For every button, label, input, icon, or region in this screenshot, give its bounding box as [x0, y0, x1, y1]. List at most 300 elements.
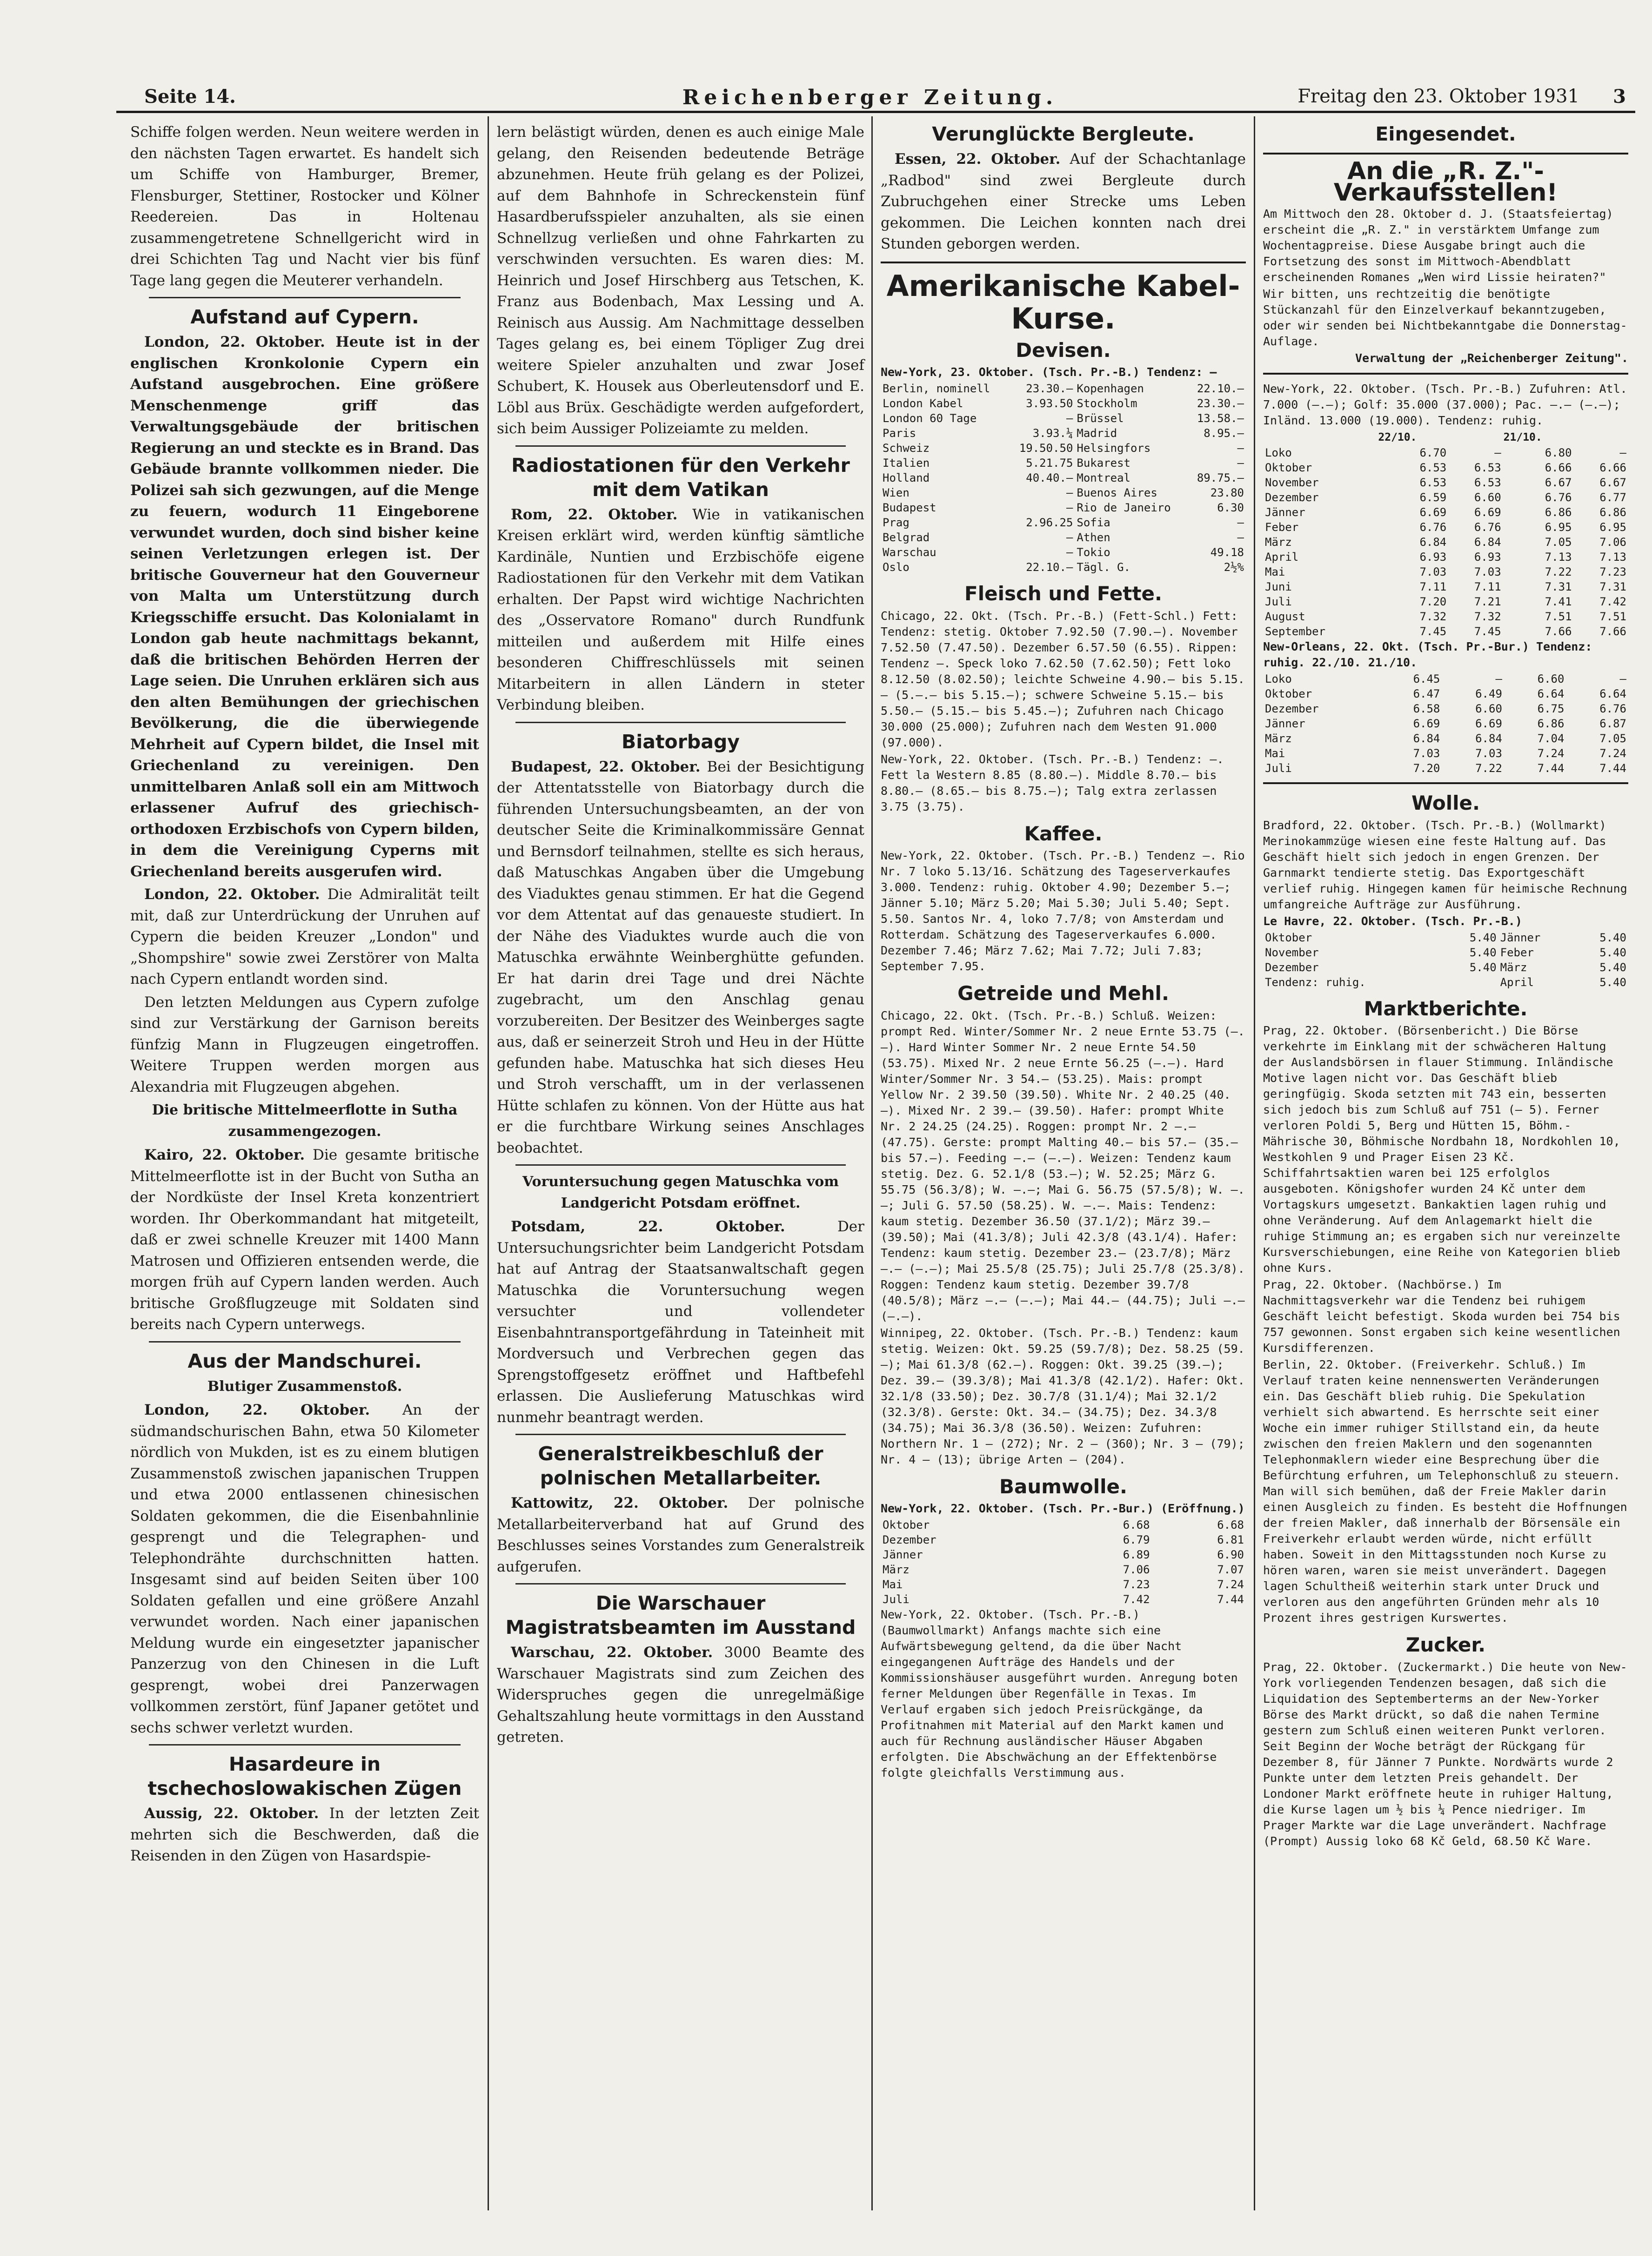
dateline: Budapest, 22. Oktober. — [511, 758, 701, 775]
table-cell: Budapest — [883, 501, 936, 514]
table-cell: 6.84 — [1475, 732, 1502, 745]
table-row — [1263, 975, 1628, 990]
market-text: New-York, 22. Oktober. (Tsch. Pr.-B.) Tendenz —. Rio Nr. 7 loko 5.13/16. Schätzung des Tageserverkaufes 3.000. Tendenz: ruhig. Oktober 4.90; Dezember 5.—; Jänner 5.10; März 5.20; Mai 5.30; Juli 5.40; Sept. 5.50. Santos Nr. 4, loko 7.7/8; von Amsterdam und Rotterdam. Schätzung des Tageserverkaufes 6.000. Dezember 7.46; März 7.62; Mai 7.72; Juli 7.83; September 7.95. — [881, 849, 1245, 973]
table-cell: Mai — [1265, 747, 1285, 760]
table-cell: 23.80 — [1210, 486, 1244, 499]
table-cell: 49.18 — [1210, 546, 1244, 559]
table-cell: 6.49 — [1475, 687, 1502, 700]
table-row — [1263, 594, 1628, 609]
table-row — [881, 1562, 1246, 1577]
devisen-title: Devisen. — [1016, 338, 1111, 362]
table-cell: Jänner — [1265, 717, 1305, 730]
article-text: Auf der Schachtanlage „Radbod" sind zwei Bergleute durch Zubruchgehen einer Strecke ums Leben gekommen. Die Leichen konnten nach drei Stunden geborgen werden. — [881, 151, 1246, 252]
ny-cotton-table — [1263, 430, 1628, 639]
table-row — [881, 470, 1246, 485]
cable-rates-title: Amerikanische Kabel-Kurse. — [886, 269, 1240, 336]
table-cell: 40.40.— — [1026, 471, 1073, 484]
table-row — [881, 441, 1246, 456]
table-row — [1263, 490, 1628, 505]
notice-text: Wir bitten, uns rechtzeitig die benötigte Stückanzahl für den Einzelverkauf bekanntzugeben, oder wir senden bei Nichtbekanntgabe die Donnerstag-Auflage. — [1263, 287, 1627, 348]
table-cell: 7.20 — [1419, 595, 1447, 608]
table-cell: 6.75 — [1537, 702, 1565, 715]
column-1 — [130, 122, 479, 1869]
article-continuation: Schiffe folgen werden. Neun weitere werden in den nächsten Tagen erwartet. Es handelt sich um Schiffe von Hamburger, Bremer, Flensburger, Stettiner, Rostocker und Kölner Reedereien. Das in Holtenau zusammengetretene Schnellgericht wird in drei Schichten Tag und Nacht vier bis fünf Tage lang gegen die Meuterer verhandeln. — [130, 124, 479, 289]
table-row — [881, 545, 1246, 560]
table-cell: Tendenz: ruhig. — [1265, 975, 1366, 989]
table-cell: 6.76 — [1599, 702, 1626, 715]
article-text: Der polnische Metallarbeiterverband hat auf Grund des Beschlusses seines Vorstandes zum Generalstreik aufgerufen. — [497, 1495, 865, 1575]
table-cell: 7.51 — [1599, 610, 1626, 623]
table-row — [1263, 564, 1628, 579]
table-row — [881, 381, 1246, 396]
headline-manchuria: Aus der Mandschurei. — [187, 1350, 422, 1372]
table-cell: 6.95 — [1545, 521, 1572, 534]
table-cell: 6.80 — [1545, 446, 1572, 459]
table-cell: Sofia — [1077, 516, 1110, 529]
table-cell: Oktober — [1265, 461, 1312, 474]
table-row — [1263, 460, 1628, 475]
separator — [515, 722, 846, 723]
eingesendet-label: Eingesendet. — [1375, 123, 1516, 145]
table-cell: 6.53 — [1474, 461, 1501, 474]
table-row — [1263, 945, 1628, 960]
notice-title: An die „R. Z."-Verkaufsstellen! — [1333, 157, 1558, 207]
headline-miners: Verunglückte Bergleute. — [932, 123, 1195, 145]
table-cell: 19.50.50 — [1019, 442, 1073, 455]
table-cell: April — [1265, 551, 1299, 564]
table-cell: 7.03 — [1475, 747, 1502, 760]
table-cell: 6.67 — [1545, 476, 1572, 489]
table-cell — [1445, 975, 1498, 990]
table-cell: 6.87 — [1599, 717, 1626, 730]
headline-gamblers: Hasardeure in tschechoslowakischen Zügen — [147, 1753, 462, 1799]
table-cell: 6.76 — [1419, 521, 1447, 534]
table-cell: 23.30.— — [1026, 382, 1073, 395]
headline-strike: Generalstreikbeschluß der polnischen Metallarbeiter. — [538, 1443, 823, 1489]
table-cell: Oktober — [883, 1518, 930, 1531]
table-cell: Buenos Aires — [1077, 486, 1157, 499]
table-cell: 6.68 — [1123, 1518, 1150, 1531]
table-cell: 7.44 — [1537, 762, 1565, 775]
table-cell: 22.10.— — [1026, 561, 1073, 574]
table-cell: Dezember — [1265, 960, 1319, 974]
table-cell: 6.69 — [1475, 717, 1502, 730]
market-text: New-York, 22. Oktober. (Tsch. Pr.-B.) Zufuhren: Atl. 7.000 (—.—); Golf: 35.000 (37.000); Pac. —.— (—.—); Inländ. 13.000 (19.000). Tendenz: ruhig. — [1263, 382, 1627, 427]
table-cell: 6.66 — [1545, 461, 1572, 474]
table-row — [1263, 930, 1628, 945]
table-cell: 2½% — [1224, 561, 1244, 574]
table-cell: 6.69 — [1413, 717, 1440, 730]
separator — [1263, 373, 1628, 375]
table-row — [1263, 445, 1628, 460]
dateline: Potsdam, 22. Oktober. — [511, 1218, 785, 1235]
table-row — [1263, 731, 1628, 746]
market-text: Le Havre, 22. Oktober. (Tsch. Pr.-B.) — [1263, 914, 1522, 928]
market-text: Berlin, 22. Oktober. (Freiverkehr. Schluß.) Im Verlauf traten keine nennenswerten Veränderungen ein. Das Geschäft blieb ruhig. Die Spekulation verhielt sich abwartend. Es herrschte seit einer Woche ein immer ruhiger Stillstand ein, da heute zwischen den freien Maklern und den sogenannten Telephonmaklern wieder eine Besprechung über die Befürchtung erfuhren, um Telephonschluß zu steuern. Man will sich bemühen, daß der Freie Makler darin einen Ausgleich zu finden. Es besteht die Hoffnungen der freien Makler, daß innerhalb der Börsensäle ein Freiverkehr erlaubt werden würde, nicht erfüllt haben. Soweit in den Mittagsstunden noch Kurse zu hören waren, waren sie meist unverändert. Dagegen lagen Schultheiß weiterhin stark unter Druck und verloren aus den angeführten Gründen mehr als 10 Prozent ihres gestrigen Kurswertes. — [1263, 1358, 1627, 1625]
table-cell: 6.58 — [1413, 702, 1440, 715]
cotton-title: Baumwolle. — [999, 1475, 1127, 1498]
market-text: Prag, 22. Oktober. (Zuckermarkt.) Die heute von New-York vorliegenden Tendenzen besagen, daß sich die Liquidation des Septemberterms an der New-Yorker Börse des Markt drückt, so daß die nahen Termine gestern zum Schluß einen weiteren Punkt verloren. Seit Beginn der Woche beträgt der Rückgang für Dezember 8, für Jänner 7 Punkte. Nordwärts wurde 2 Punkte unter dem letzten Preis gehandelt. Der Londoner Markt eröffnete heute in ruhiger Haltung, die Kurse lagen um ½ bis ¼ Pence niedriger. Im Prager Markte war die Lage unverändert. Nachfrage (Prompt) Aussig loko 68 Kč Geld, 68.50 Kč Ware. — [1263, 1660, 1627, 1848]
cotton-header: New-York, 22. Oktober. (Tsch. Pr.-Bur.) (Eröffnung.) — [881, 1502, 1245, 1515]
column-2 — [497, 122, 864, 1750]
table-cell: — — [1619, 446, 1626, 459]
table-cell: 6.53 — [1419, 476, 1447, 489]
table-cell: 7.04 — [1537, 732, 1565, 745]
table-cell: 3.93.50 — [1026, 397, 1073, 410]
table-cell: 6.70 — [1419, 446, 1447, 459]
table-cell: 7.41 — [1545, 595, 1572, 608]
article-text: Der Untersuchungsrichter beim Landgericht Potsdam hat auf Antrag der Staatsanwaltschaft gegen Matuschka die Voruntersuchung wegen versuchter und vollendeter Eisenbahntransportgefährdung in Tateinheit mit Mordversuch und Verbrechen gegen das Sprengstoffgesetz eröffnet und Haftbefehl erlassen. Die Auslieferung Matuschkas wird nunmehr beantragt werden. — [497, 1218, 864, 1426]
table-cell: — — [1237, 442, 1244, 455]
table-cell: Tägl. G. — [1077, 561, 1130, 574]
table-cell: 7.42 — [1599, 595, 1626, 608]
table-row — [881, 1517, 1246, 1532]
table-row — [1263, 716, 1628, 731]
table-cell: März — [883, 1563, 910, 1576]
separator — [515, 1434, 846, 1435]
dateline: Warschau, 22. Oktober. — [511, 1644, 713, 1661]
table-row — [1263, 624, 1628, 639]
table-cell: April — [1500, 975, 1534, 989]
table-cell: Stockholm — [1077, 397, 1137, 410]
article-text: 3000 Beamte des Warschauer Magistrats sind zum Zeichen des Widerspruches gegen die unregelmäßige Gehaltszahlung heute vormittags in den Ausstand getreten. — [497, 1644, 864, 1746]
table-cell: 6.89 — [1123, 1548, 1150, 1561]
table-cell: August — [1265, 610, 1305, 623]
table-row — [1263, 960, 1628, 975]
issue-date: Freitag den 23. Oktober 1931 — [1298, 86, 1579, 107]
table-row — [881, 500, 1246, 515]
table-cell: 7.32 — [1419, 610, 1447, 623]
table-cell: Dezember — [1265, 702, 1319, 715]
table-cell: 6.77 — [1599, 491, 1626, 504]
table-cell: 6.53 — [1419, 461, 1447, 474]
table-row — [1263, 550, 1628, 564]
table-cell: 7.24 — [1599, 747, 1626, 760]
table-cell: Italien — [883, 457, 930, 470]
table-cell: 6.67 — [1599, 476, 1626, 489]
market-text: Bradford, 22. Oktober. (Tsch. Pr.-B.) (Wollmarkt) Merinokammzüge wiesen eine feste Haltung auf. Das Geschäft hielt sich jedoch in engen Grenzen. Der Garnmarkt tendierte stetig. Das Exportgeschäft verlief ruhig. Hingegen kamen für heimische Rechnung umfangreiche Aufträge zur Ausführung. — [1263, 818, 1627, 911]
table-cell: Jänner — [883, 1548, 923, 1561]
separator — [515, 445, 846, 447]
notice-text: Am Mittwoch den 28. Oktober d. J. (Staatsfeiertag) erscheint die „R. Z." in verstärktem Umfange zum Wochentagpreise. Diese Ausgabe bringt auch die Fortsetzung des sonst im Mittwoch-Abendblatt erscheinenden Romanes „Wen wird Lissie heiraten?" — [1263, 207, 1613, 284]
table-cell: November — [1265, 946, 1319, 959]
table-cell: — — [1066, 412, 1073, 425]
table-cell: — — [1066, 546, 1073, 559]
table-cell: 7.05 — [1545, 536, 1572, 549]
table-cell: — — [1066, 501, 1073, 514]
table-row — [1263, 671, 1628, 686]
article-text: An der südmandschurischen Bahn, etwa 50 Kilometer nördlich von Mukden, ist es zu einem blutigen Zusammenstoß zwischen japanischen Truppen und etwa 2000 entlassenen chinesischen Soldaten gekommen, die die Eisenbahnlinie gesprengt und die Telegraphen- und Telephondrähte durchschnitten hatten. Insgesamt sind auf beiden Seiten über 100 Soldaten gefallen und eine größere Anzahl verwundet worden. Nach einer japanischen Meldung wurde ein eingesetzter japanischer Panzerzug von den Chinesen in die Luft gesprengt, wobei drei Panzerwagen vollkommen zerstört, fünf Japaner getötet und sechs schwer verletzt wurden. — [130, 1402, 480, 1736]
column-4 — [1263, 122, 1628, 1850]
article-text: Bei der Besichtigung der Attentatsstelle von Biatorbagy durch die führenden Untersuchungsbeamten, an der von deutscher Seite die Kriminalkommissäre Gennat und Bernsdorf teilnahmen, stellte es sich heraus, daß Matuschkas Angaben über die Umgebung des Viaduktes genau stimmen. Er hat die Gegend vor dem Attentat auf das genaueste studiert. In der Nähe des Viaduktes wurde auch die von Matuschka erwähnte Weinberghütte gefunden. Er hat darin drei Tage und drei Nächte zugebracht, um den Anschlag genau vorzubereiten. Der Besitzer des Weinberges sagte aus, daß er seinerzeit Stroh und Heu in der Hütte gefunden habe. Matuschka hat sich dieses Heu und Stroh verschafft, um in der verlassenen Hütte schlafen zu können. Von der Hütte aus hat er die furchtbare Wirkung seines Anschlages beobachtet. — [497, 758, 865, 1156]
market-reports-title: Marktberichte. — [1364, 997, 1528, 1020]
dateline: London, 22. Oktober. — [144, 334, 325, 350]
table-cell: Feber — [1500, 946, 1534, 959]
market-text: Prag, 22. Oktober. (Börsenbericht.) Die Börse verkehrte im Einklang mit der schwächeren Haltung der Auslandsbörsen in flauer Stimmung. Inländische Motive lagen nicht vor. Das Geschäft blieb geringfügig. Skoda setzten mit 743 ein, besserten sich jedoch bis zum Schluß auf 751 (— 5). Ferner verloren Poldi 5, Berg und Hütten 15, Böhm.-Mährische 30, Böhmische Nordbahn 18, Nordkohlen 10, Westkohlen 9 und Prager Eisen 23 Kč. Schiffahrtsaktien waren bei 125 erfolglos ausgeboten. Königshofer wurden 24 Kč unter dem Vortagskurs umgesetzt. Bankaktien lagen ruhig und ohne Veränderung. Auf dem Anlagemarkt hielt die ruhige Stimmung an; es ergaben sich nur vereinzelte Kursverschiebungen, eine Reihe von Kategorien blieb ohne Kurs. — [1263, 1024, 1620, 1275]
table-cell: 6.45 — [1413, 672, 1440, 685]
table-row — [881, 456, 1246, 470]
headline-cyprus: Aufstand auf Cypern. — [190, 306, 419, 328]
market-text: New-York, 22. Oktober. (Tsch. Pr.-B.) Tendenz: —. Fett la Western 8.85 (8.80.—). Middle 8.70.— bis 8.80.— (8.65.— bis 8.75.—); Talg extra zerlassen 3.75 (3.75). — [881, 752, 1224, 813]
table-cell: Jänner — [1500, 931, 1541, 944]
table-row — [881, 411, 1246, 426]
article-text: In der letzten Zeit mehrten sich die Beschwerden, daß die Reisenden in den Zügen von Hasardspie- — [130, 1805, 480, 1864]
table-cell: Helsingfors — [1077, 442, 1151, 455]
table-row — [1263, 535, 1628, 550]
table-cell: 7.11 — [1474, 580, 1501, 593]
table-row — [1263, 761, 1628, 776]
dateline: London, 22. Oktober. — [144, 886, 320, 903]
article-continuation: lern belästigt würden, denen es auch einige Male gelang, den Reisenden bedeutende Beträge abzunehmen. Heute früh gelang es der Polizei, auf dem Bahnhofe in Schreckenstein fünf Hasardberufsspieler anzuhalten, als sie einen Schnellzug verließen und ohne Fahrkarten zu verschwinden versuchten. Es waren dies: M. Heinrich und Josef Hirschberg aus Tetschen, K. Franz aus Bodenbach, Max Lessing und A. Reinisch aus Aussig. Am Nachmittage desselben Tages gelang es, bei einem Töpliger Zug drei weitere Spieler anzuhalten und zwar Josef Schubert, K. Housek aus Oberleutensdorf und E. Löbl aus Brüx. Geschädigte werden aufgefordert, sich beim Aussiger Polizeiamte zu melden. — [497, 124, 864, 437]
table-cell: Rio de Janeiro — [1077, 501, 1171, 514]
table-cell: 6.84 — [1419, 536, 1447, 549]
devisen-table — [881, 381, 1246, 575]
dateline: Aussig, 22. Oktober. — [144, 1805, 319, 1822]
havre-table — [1263, 930, 1628, 990]
table-cell: 3.93.¼ — [1032, 427, 1073, 440]
table-cell: Feber — [1265, 521, 1299, 534]
table-cell: 6.47 — [1413, 687, 1440, 700]
headline-biatorbagy: Biatorbagy — [621, 730, 740, 753]
table-cell: 13.58.— — [1197, 412, 1244, 425]
separator — [1263, 782, 1628, 784]
table-row — [881, 515, 1246, 530]
table-cell: 7.45 — [1419, 625, 1447, 638]
subheadline-manchuria: Blutiger Zusammenstoß. — [207, 1378, 402, 1395]
table-cell: September — [1265, 625, 1326, 638]
table-row — [881, 1547, 1246, 1562]
grain-title: Getreide und Mehl. — [957, 982, 1169, 1005]
market-text: New-Orleans, 22. Okt. (Tsch. Pr.-Bur.) Tendenz: ruhig. 22./10. 21./10. — [1263, 640, 1592, 669]
table-cell: Loko — [1265, 446, 1292, 459]
separator — [515, 1164, 846, 1166]
table-row — [881, 560, 1246, 575]
table-cell: 6.53 — [1474, 476, 1501, 489]
dateline: Rom, 22. Oktober. — [511, 506, 678, 523]
devisen-header: New-York, 23. Oktober. (Tsch. Pr.-B.) Tendenz: — — [881, 365, 1217, 379]
table-cell: Madrid — [1077, 427, 1117, 440]
dateline: Kattowitz, 22. Oktober. — [511, 1495, 729, 1511]
table-cell: — — [1494, 446, 1501, 459]
masthead-rule — [116, 111, 1635, 113]
table-row — [881, 1592, 1246, 1607]
table-cell: 5.21.75 — [1026, 457, 1073, 470]
table-cell: Mai — [883, 1578, 903, 1591]
table-cell: — — [1237, 516, 1244, 529]
table-cell: 6.84 — [1413, 732, 1440, 745]
table-cell: 7.51 — [1545, 610, 1572, 623]
table-cell: November — [1265, 476, 1319, 489]
page-number: 3 — [1613, 86, 1626, 107]
table-cell: Juli — [883, 1593, 910, 1606]
table-row — [1263, 686, 1628, 701]
newspaper-title: Reichenberger Zeitung. — [682, 86, 1058, 109]
table-cell: Holland — [883, 471, 930, 484]
table-cell: 5.40 — [1469, 960, 1497, 974]
table-cell: 6.60 — [1537, 672, 1565, 685]
table-cell: Juli — [1265, 595, 1292, 608]
masthead — [119, 84, 1626, 109]
table-cell: 6.76 — [1545, 491, 1572, 504]
table-cell: 6.93 — [1419, 551, 1447, 564]
table-cell: 7.24 — [1217, 1578, 1244, 1591]
table-cell: 7.42 — [1123, 1593, 1150, 1606]
table-cell: 6.95 — [1599, 521, 1626, 534]
table-row — [1263, 520, 1628, 535]
market-text: Winnipeg, 22. Oktober. (Tsch. Pr.-B.) Tendenz: kaum stetig. Weizen: Okt. 59.25 (59.7/8); Dez. 58.25 (59.—); Mai 61.3/8 (62.—). Roggen: Okt. 39.25 (39.—); Dez. 39.— (39.3/8); Mai 41.3/8 (42.1/2). Hafer: Okt. 32.1/8 (33.50); Dez. 30.7/8 (31.1/4); Mai 32.1/2 (32.3/8). Gerste: Okt. 34.— (34.75); Dez. 34.3/8 (34.75); Mai 36.3/8 (36.50). Weizen: Zufuhren: Northern Nr. 1 — (272); Nr. 2 — (360); Nr. 3 — (79); Nr. 4 — (13); übrige Arten — (204). — [881, 1326, 1245, 1466]
table-row — [1263, 579, 1628, 594]
table-cell: — — [1237, 457, 1244, 470]
table-cell: Athen — [1077, 531, 1110, 544]
table-cell: März — [1265, 732, 1292, 745]
table-cell: 6.59 — [1419, 491, 1447, 504]
subheadline-potsdam: Voruntersuchung gegen Matuschka vom Landgericht Potsdam eröffnet. — [522, 1174, 839, 1211]
dateline: Essen, 22. Oktober. — [895, 151, 1061, 168]
table-cell: 8.95.— — [1204, 427, 1244, 440]
table-cell: — — [1619, 672, 1626, 685]
table-cell: 7.06 — [1123, 1563, 1150, 1576]
separator — [881, 262, 1246, 263]
table-row — [881, 1577, 1246, 1592]
table-cell: 6.84 — [1474, 536, 1501, 549]
cotton-table — [881, 1517, 1246, 1607]
table-row — [881, 485, 1246, 500]
separator — [515, 1583, 846, 1585]
table-cell: Juni — [1265, 580, 1292, 593]
table-cell: — — [1066, 486, 1073, 499]
wool-title: Wolle. — [1411, 792, 1480, 814]
subheadline-fleet: Die britische Mittelmeerflotte in Sutha zusammengezogen. — [152, 1102, 458, 1140]
table-cell: Schweiz — [883, 442, 930, 455]
headline-warsaw: Die Warschauer Magistratsbeamten im Ausstand — [505, 1592, 856, 1638]
table-cell: Juli — [1265, 762, 1292, 775]
meat-title: Fleisch und Fette. — [964, 582, 1162, 605]
table-cell: 7.20 — [1413, 762, 1440, 775]
table-cell: 7.23 — [1123, 1578, 1150, 1591]
table-cell: — — [1237, 531, 1244, 544]
table-cell: 89.75.— — [1197, 471, 1244, 484]
column-rule — [871, 116, 873, 2210]
table-cell: 7.32 — [1474, 610, 1501, 623]
article-text: Wie in vatikanischen Kreisen erklärt wird, werden künftig sämtliche Kardinäle, Nuntien und Erzbischöfe eigene Radiostationen für den Verkehr mit dem Vatikan erhalten. Der Papst wird wichtige Nachrichten des „Osservatore Romano" durch Rundfunk mitteilen und außerdem mit Hilfe eines besonderen Chiffreschlüssels mit seinen Mitarbeitern in allen Ländern in steter Verbindung bleiben. — [497, 506, 864, 713]
article-text: Heute ist in der englischen Kronkolonie Cypern ein Aufstand ausgebrochen. Eine größere Menschenmenge griff das Verwaltungsgebäude der britischen Regierung an und steckte es in Brand. Das Gebäude brannte vollkommen nieder. Die Polizei sah sich gezwungen, auf die Menge zu feuern, wodurch 11 Eingeborene verwundet wurden, doch sind bisher keine seinen Verletzungen erlegen ist. Der britische Gouverneur hat den Gouverneur von Malta um Unterstützung durch Kriegsschiffe ersucht. Das Kolonialamt in London gab heute nachmittags bekannt, daß die britischen Behörden Herren der Lage seien. Die Unruhen erklären sich aus den alten Bemühungen der griechischen Bevölkerung, die die überwiegende Mehrheit auf Cypern bildet, die Insel mit Griechenland zu vereinigen. Den unmittelbaren Anlaß soll ein am Mittwoch erlassener Aufruf des griechisch-orthodoxen Erzbischofs von Cypern bilden, in dem die Vereinigung Cyperns mit Griechenland bereits ausgerufen wird. — [130, 334, 480, 880]
table-cell: 6.69 — [1419, 506, 1447, 519]
table-cell: Jänner — [1265, 506, 1305, 519]
table-cell: Kopenhagen — [1077, 382, 1144, 395]
table-cell: 5.40 — [1599, 946, 1626, 959]
table-cell: 7.22 — [1475, 762, 1502, 775]
table-cell: 6.86 — [1537, 717, 1565, 730]
headline-radio: Radiostationen für den Verkehr mit dem Vatikan — [511, 454, 850, 501]
separator — [149, 297, 461, 298]
table-cell: Mai — [1265, 565, 1285, 578]
table-cell: 7.13 — [1599, 551, 1626, 564]
table-cell: 7.24 — [1537, 747, 1565, 760]
table-cell: 6.86 — [1599, 506, 1626, 519]
table-cell: 6.64 — [1599, 687, 1626, 700]
table-cell: 6.69 — [1474, 506, 1501, 519]
article-text: Die Admiralität teilt mit, daß zur Unterdrückung der Unruhen auf Cypern die beiden Kreuzer „London" und „Shompshire" sowie zwei Zerstörer von Malta nach Cypern entlandt worden sind. — [130, 886, 479, 987]
separator — [1263, 153, 1628, 154]
table-row — [1263, 746, 1628, 761]
table-cell: 7.07 — [1217, 1563, 1244, 1576]
table-cell: März — [1500, 960, 1527, 974]
dateline: London, 22. Oktober. — [144, 1402, 370, 1418]
table-cell: Dezember — [883, 1533, 936, 1546]
table-cell: — — [1066, 531, 1073, 544]
table-cell: 7.13 — [1545, 551, 1572, 564]
table-cell: Berlin, nominell — [883, 382, 990, 395]
table-cell: 6.66 — [1599, 461, 1626, 474]
table-cell: 7.06 — [1599, 536, 1626, 549]
table-cell: Oslo — [883, 561, 910, 574]
table-cell: 7.66 — [1599, 625, 1626, 638]
table-cell: 6.81 — [1217, 1533, 1244, 1546]
table-cell: Wien — [883, 486, 910, 499]
column-header — [1448, 430, 1503, 445]
table-row — [1263, 609, 1628, 624]
table-cell: 6.60 — [1474, 491, 1501, 504]
table-cell: 6.30 — [1217, 501, 1244, 514]
table-cell: 7.31 — [1599, 580, 1626, 593]
table-cell: 6.60 — [1475, 702, 1502, 715]
table-cell: Belgrad — [883, 531, 930, 544]
table-cell: Bukarest — [1077, 457, 1130, 470]
table-cell: 7.05 — [1599, 732, 1626, 745]
table-cell: 5.40 — [1599, 960, 1626, 974]
table-cell: 5.40 — [1599, 931, 1626, 944]
table-row — [1263, 475, 1628, 490]
table-cell: Warschau — [883, 546, 936, 559]
table-row — [1263, 505, 1628, 520]
market-text: Prag, 22. Oktober. (Nachbörse.) Im Nachmittagsverkehr war die Tendenz bei ruhigem Geschäft leicht befestigt. Skoda wurden bei 754 bis 757 gewonnen. Sonst ergaben sich keine wesentlichen Kursdifferenzen. — [1263, 1278, 1620, 1355]
separator — [149, 1341, 461, 1343]
sugar-title: Zucker. — [1405, 1633, 1486, 1656]
table-row — [881, 530, 1246, 545]
table-cell: Prag — [883, 516, 910, 529]
coffee-title: Kaffee. — [1024, 822, 1103, 845]
table-cell: 2.96.25 — [1026, 516, 1073, 529]
table-cell: 7.31 — [1545, 580, 1572, 593]
table-cell: Paris — [883, 427, 916, 440]
table-cell: London 60 Tage — [883, 412, 977, 425]
table-cell: 7.44 — [1217, 1593, 1244, 1606]
table-cell: 7.66 — [1545, 625, 1572, 638]
column-rule — [488, 116, 489, 2210]
table-cell: 7.22 — [1545, 565, 1572, 578]
table-cell: 23.30.— — [1197, 397, 1244, 410]
table-cell: 7.11 — [1419, 580, 1447, 593]
column-header — [1574, 430, 1628, 445]
dateline: Kairo, 22. Oktober. — [144, 1147, 305, 1163]
table-row — [881, 1532, 1246, 1547]
table-cell: 5.40 — [1599, 975, 1626, 989]
table-cell: 7.45 — [1474, 625, 1501, 638]
table-cell: 6.76 — [1474, 521, 1501, 534]
table-cell: 6.90 — [1217, 1548, 1244, 1561]
market-text: New-York, 22. Oktober. (Tsch. Pr.-B.) (Baumwollmarkt) Anfangs machte sich eine Aufwärtsbewegung geltend, da die über Nacht eingegangenen Aufträge des Handels und der Kommissionshäuser ausgeführt wurden. Anregung boten ferner Meldungen über Regenfälle in Texas. Im Verlauf ergaben sich jedoch Preisrückgänge, da Profitnahmen mit Material auf den Markt kamen und auch für Rechnung ausländischer Häuser Abgaben erfolgten. Die Abschwächung an der Effektenbörse folgte gleichfalls Verstimmung aus. — [881, 1608, 1238, 1779]
table-cell: 6.68 — [1217, 1518, 1244, 1531]
table-cell: 7.21 — [1474, 595, 1501, 608]
table-cell: Montreal — [1077, 471, 1130, 484]
article-text: Den letzten Meldungen aus Cypern zufolge sind zur Verstärkung der Garnison bereits fünfzig Mann in Flugzeugen eingetroffen. Weitere Truppen werden morgen aus Alexandria mit Flugzeugen abgehen. — [130, 994, 479, 1095]
table-cell: Tokio — [1077, 546, 1110, 559]
table-cell: 6.93 — [1474, 551, 1501, 564]
table-cell: 7.03 — [1474, 565, 1501, 578]
table-cell: Loko — [1265, 672, 1292, 685]
column-rule — [1254, 116, 1255, 2210]
table-cell: 6.79 — [1123, 1533, 1150, 1546]
